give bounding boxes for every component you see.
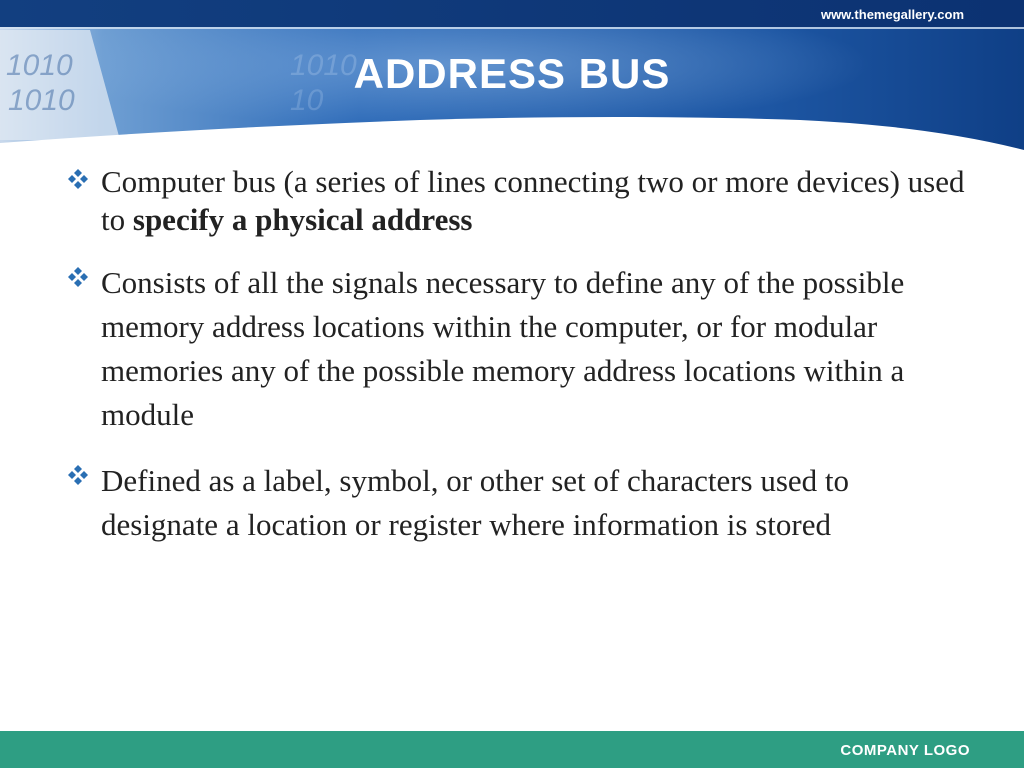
bullet-text: Consists of all the signals necessary to define any of the possible memory address locations within the computer, or for modular memories any of the possible memory address locations within a module bbox=[101, 265, 905, 432]
bullet-list bbox=[66, 163, 966, 569]
slide-footer bbox=[0, 731, 1024, 768]
watermark-digits-3: 1010 bbox=[290, 49, 357, 82]
company-logo: COMPANY LOGO bbox=[840, 742, 970, 759]
slide-title: ADDRESS BUS bbox=[353, 50, 671, 97]
diamond-bullet-icon bbox=[66, 463, 90, 487]
watermark-digits-1: 1010 bbox=[6, 49, 73, 82]
bullet-text bbox=[101, 163, 966, 239]
bullet-item bbox=[66, 163, 966, 239]
site-url: www.themegallery.com bbox=[820, 7, 964, 22]
bullet-text: Defined as a label, symbol, or other set of characters used to designate a location or register where information is stored bbox=[101, 463, 850, 542]
diamond-bullet-icon bbox=[66, 265, 90, 289]
bullet-item bbox=[66, 261, 966, 437]
bullet-text-plain: Computer bus (a series of lines connecting two or more devices) used to bbox=[101, 164, 965, 237]
watermark-digits-2: 1010 bbox=[8, 84, 75, 117]
watermark-digits-4: 10 bbox=[290, 84, 324, 117]
diamond-bullet-icon bbox=[66, 167, 90, 191]
bullet-item bbox=[66, 459, 966, 547]
bullet-text-bold: specify a physical address bbox=[132, 202, 473, 237]
slide-header bbox=[0, 0, 1024, 160]
